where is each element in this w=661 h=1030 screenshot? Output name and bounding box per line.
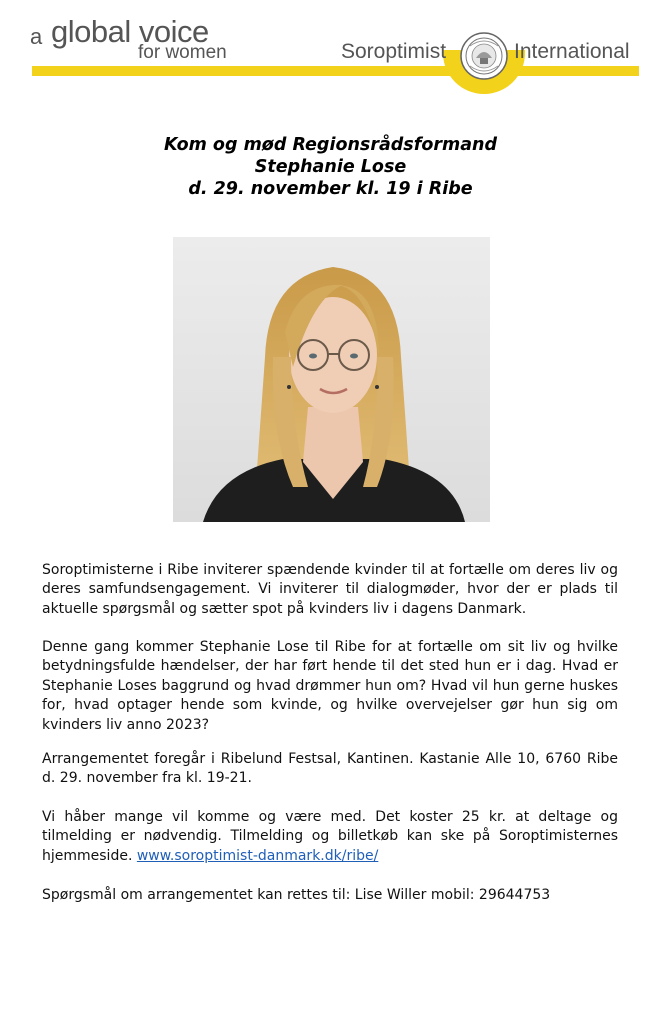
event-title (0, 134, 661, 200)
page-header (0, 0, 661, 100)
brand-soroptimist: Soroptimist (341, 40, 447, 63)
header-yellow-bar (32, 66, 639, 76)
title-line-1: Kom og mød Regionsrådsformand (163, 135, 498, 155)
registration-paragraph (42, 808, 618, 866)
intro-paragraph: Soroptimisterne i Ribe inviterer spændende kvinder til at fortælle om deres liv og deres samfundsengagement. Vi inviterer til dialogmøder, hvor der er plads til aktuelle spørgsmål og sætter spot på kvinders liv i dagens Danmark. (42, 562, 618, 617)
title-line-2: Stephanie Lose (254, 157, 407, 177)
tagline-a: a (30, 24, 43, 49)
tagline-global-voice: global voice (51, 14, 209, 49)
details-paragraph: Denne gang kommer Stephanie Lose til Ribe for at fortælle om sit liv og hvilke betydningsfulde hændelser, der har ført hende til det sted hun er i dag. Hvad er Stephanie Loses baggrund og hvad drømmer hun om? Hvad vil hun gerne huskes for, hvad optager hende som kvinde, og hvilke overvejelser gør hun sig om kvinders liv anno 2023? (42, 639, 618, 733)
registration-text: Vi håber mange vil komme og være med. Det koster 25 kr. at deltage og tilmelding er nødvendig. Tilmelding og billetkøb kan ske på Soroptimisternes hjemmeside. (42, 809, 618, 864)
title-line-3: d. 29. november kl. 19 i Ribe (188, 179, 473, 199)
venue-paragraph: Arrangementet foregår i Ribelund Festsal, Kantinen. Kastanie Alle 10, 6760 Ribe d. 29. november fra kl. 19-21. (42, 751, 618, 787)
soroptimist-emblem-icon (460, 32, 508, 80)
portrait-photo (173, 237, 490, 522)
brand-international: International (514, 40, 630, 63)
website-link[interactable]: www.soroptimist-danmark.dk/ribe/ (136, 847, 379, 864)
contact-paragraph: Spørgsmål om arrangementet kan rettes til: Lise Willer mobil: 29644753 (42, 887, 551, 903)
tagline-for-women: for women (138, 42, 227, 63)
